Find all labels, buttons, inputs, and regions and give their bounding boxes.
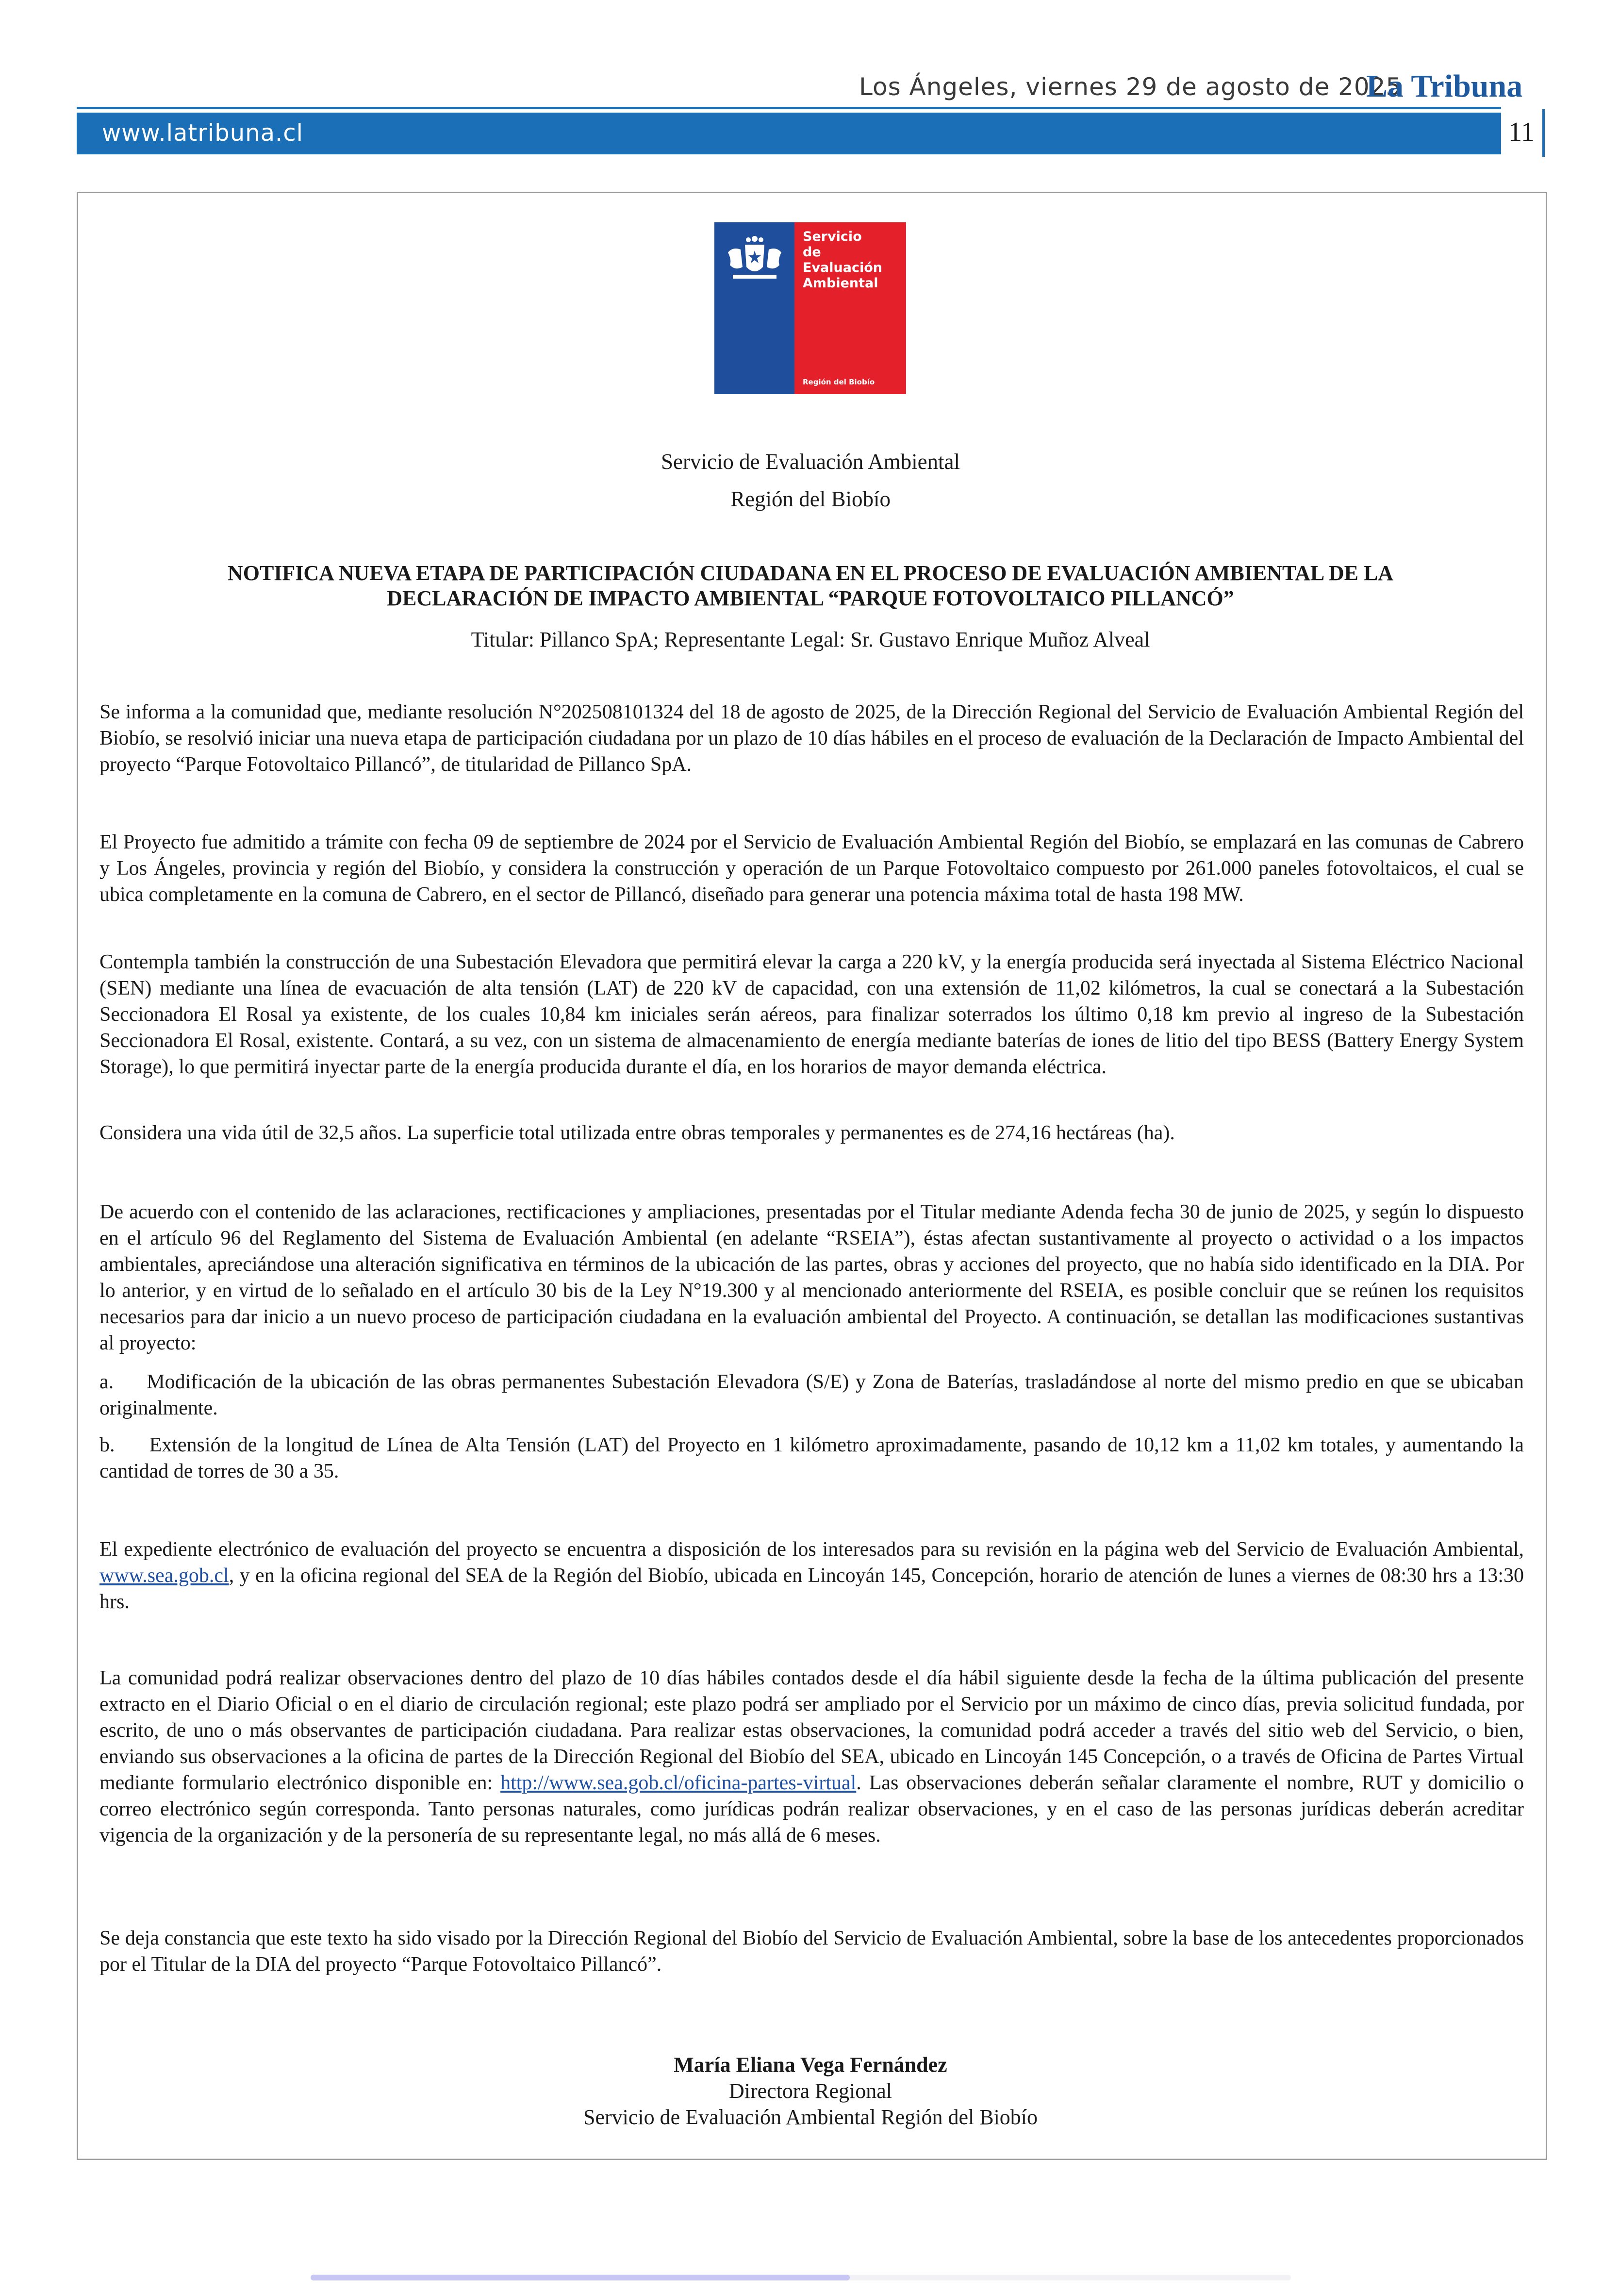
- list-marker: b.: [99, 1434, 115, 1456]
- paragraph-substation: Contempla también la construcción de una Subestación Elevadora que permitirá elevar la carga a 220 kV, y la energía producida será inyectada al Sistema Eléctrico Nacional (SEN) mediante una línea de evacuación de alta tensión (LAT) de 220 kV de capacidad, con una extensión de 11,02 kilómetros, la cual se conectará a la Subestación Seccionadora El Rosal ya existente, de los cuales 10,84 km iniciales serán aéreos, para finalizar soterrados los último 0,18 km previo al ingreso de la Subestación Seccionadora El Rosal, existente. Contará, a su vez, con un sistema de almacenamiento de energía mediante baterías de iones de litio del tipo BESS (Battery Energy System Storage), lo que permitirá inyectar parte de la energía producida durante el día, en los horarios de mayor demanda eléctrica.: [99, 951, 1524, 1078]
- headline-line: DECLARACIÓN DE IMPACTO AMBIENTAL “PARQUE FOTOVOLTAICO PILLANCÓ”: [387, 586, 1234, 610]
- paragraph-project: El Proyecto fue admitido a trámite con fecha 09 de septiembre de 2024 por el Servicio de Evaluación Ambiental Región del Biobío, se emplazará en las comunas de Cabrero y Los Ángeles, provincia y región del Biobío, y considera la construcción y operación de un Parque Fotovoltaico compuesto por 261.000 paneles fotovoltaicos, el cual se ubica completamente en la comuna de Cabrero, en el sector de Pillancó, diseñado para generar una potencia máxima total de hasta 198 MW.: [99, 831, 1524, 906]
- paragraph-adenda: De acuerdo con el contenido de las aclaraciones, rectificaciones y ampliaciones, presentadas por el Titular mediante Adenda fecha 30 de junio de 2025, y según lo dispuesto en el artículo 96 del Reglamento del Sistema de Evaluación Ambiental (en adelante “RSEIA”), éstas afectan sustantivamente al proyecto o actividad o a los impactos ambientales, apreciándose una alteración significativa en términos de la ubicación de las partes, obras y acciones del proyecto, que no había sido identificado en la DIA. Por lo anterior, y en virtud de lo señalado en el artículo 30 bis de la Ley N°19.300 y al mencionado anteriormente del RSEIA, es posible concluir que se reúnen los requisitos necesarios para dar inicio a un nuevo proceso de participación ciudadana en la evaluación ambiental del Proyecto. A continuación, se detallan las modificaciones sustantivas al proyecto:: [99, 1201, 1524, 1354]
- page-number: 11: [1508, 117, 1535, 147]
- sea-logo-name-line: Servicio: [803, 229, 862, 244]
- paragraph-constancia: Se deja constancia que este texto ha sido visado por la Dirección Regional del Biobío del Servicio de Evaluación Ambiental, sobre la base de los antecedentes proporcionados por el Titular de la DIA del proyecto “Parque Fotovoltaico Pillancó”.: [99, 1927, 1524, 1976]
- observaciones-text: La comunidad podrá realizar observaciones dentro del plazo de 10 días hábiles contados desde el día hábil siguiente desde la fecha de la última publicación del presente extracto en el Diario Oficial o en el diario de circulación regional; este plazo podrá ser ampliado por el Servicio por un máximo de cinco días, previa solicitud fundada, por escrito, de uno o más observantes de participación ciudadana. Para realizar estas observaciones, la comunidad podrá acceder a través del sitio web del Servicio, o bien, enviando sus observaciones a la oficina de partes de la Dirección Regional del Biobío del SEA, ubicado en Lincoyán 145 Concepción, o a través de Oficina de Partes Virtual mediante formulario electrónico disponible en:: [99, 1667, 1524, 1794]
- masthead-rule: [77, 107, 1501, 109]
- org-region: Región del Biobío: [730, 487, 891, 511]
- observaciones-text-end: . Las observaciones deberán señalar claramente el nombre, RUT y domicilio o correo electrónico según corresponda. Tanto personas naturales, como jurídicas podrán realizar observaciones, y en el caso de las personas jurídicas deberán acreditar vigencia de la organización y de la personería de su representante legal, no más allá de 6 meses.: [99, 1772, 1524, 1847]
- site-url[interactable]: www.latribuna.cl: [102, 119, 303, 147]
- coat-of-arms-icon: [723, 233, 786, 286]
- expediente-text-end: , y en la oficina regional del SEA de la Región del Biobío, ubicada en Lincoyán 145, Concepción, horario de atención de lunes a viernes de 08:30 hrs a 13:30 hrs.: [99, 1564, 1524, 1613]
- sea-logo-name-line: de Evaluación: [803, 245, 882, 275]
- org-name: Servicio de Evaluación Ambiental: [661, 449, 960, 474]
- dateline: Los Ángeles, viernes 29 de agosto de 2025: [859, 73, 1402, 101]
- signer-organization: Servicio de Evaluación Ambiental Región del Biobío: [583, 2105, 1038, 2129]
- list-item-a-text: Modificación de la ubicación de las obras permanentes Subestación Elevadora (S/E) y Zona de Baterías, trasladándose al norte del mismo predio en que se ubicaban originalmente.: [99, 1371, 1524, 1419]
- list-item-b: [99, 1432, 1524, 1484]
- horizontal-scrollbar-thumb[interactable]: [311, 2275, 850, 2280]
- paragraph-lifespan: Considera una vida útil de 32,5 años. La superficie total utilizada entre obras temporales y permanentes es de 274,16 hectáreas (ha).: [99, 1122, 1175, 1144]
- headline-line: NOTIFICA NUEVA ETAPA DE PARTICIPACIÓN CIUDADANA EN EL PROCESO DE EVALUACIÓN AMBIENTAL DE LA: [227, 561, 1394, 585]
- paragraph-observaciones: [99, 1665, 1524, 1848]
- sea-logo: [714, 222, 906, 394]
- newspaper-logo: La Tribuna: [1366, 68, 1523, 104]
- signer-name: María Eliana Vega Fernández: [674, 2053, 947, 2077]
- sea-website-link[interactable]: www.sea.gob.cl: [99, 1564, 229, 1587]
- notice-headline: [107, 561, 1514, 611]
- list-item-a: [99, 1369, 1524, 1421]
- oficina-virtual-link[interactable]: http://www.sea.gob.cl/oficina-partes-virtual: [500, 1772, 857, 1794]
- paragraph-expediente: [99, 1536, 1524, 1615]
- paragraph-resolution: Se informa a la comunidad que, mediante resolución N°202508101324 del 18 de agosto de 2025, de la Dirección Regional del Servicio de Evaluación Ambiental Región del Biobío, se resolvió iniciar una nueva etapa de participación ciudadana por un plazo de 10 días hábiles en el proceso de evaluación de la Declaración de Impacto Ambiental del proyecto “Parque Fotovoltaico Pillancó”, de titularidad de Pillanco SpA.: [99, 701, 1524, 776]
- expediente-text: El expediente electrónico de evaluación del proyecto se encuentra a disposición de los interesados para su revisión en la página web del Servicio de Evaluación Ambiental,: [99, 1538, 1524, 1561]
- sea-logo-name-line: Ambiental: [803, 276, 878, 291]
- list-item-b-text: Extensión de la longitud de Línea de Alta Tensión (LAT) del Proyecto en 1 kilómetro aproximadamente, pasando de 10,12 km a 11,02 km totales, y aumentando la cantidad de torres de 30 a 35.: [99, 1434, 1524, 1482]
- sea-logo-region: Región del Biobío: [803, 378, 875, 386]
- signer-title: Directora Regional: [729, 2079, 892, 2103]
- sea-logo-name: [803, 229, 902, 291]
- titular-line: Titular: Pillanco SpA; Representante Legal: Sr. Gustavo Enrique Muñoz Alveal: [471, 628, 1150, 651]
- list-marker: a.: [99, 1371, 114, 1393]
